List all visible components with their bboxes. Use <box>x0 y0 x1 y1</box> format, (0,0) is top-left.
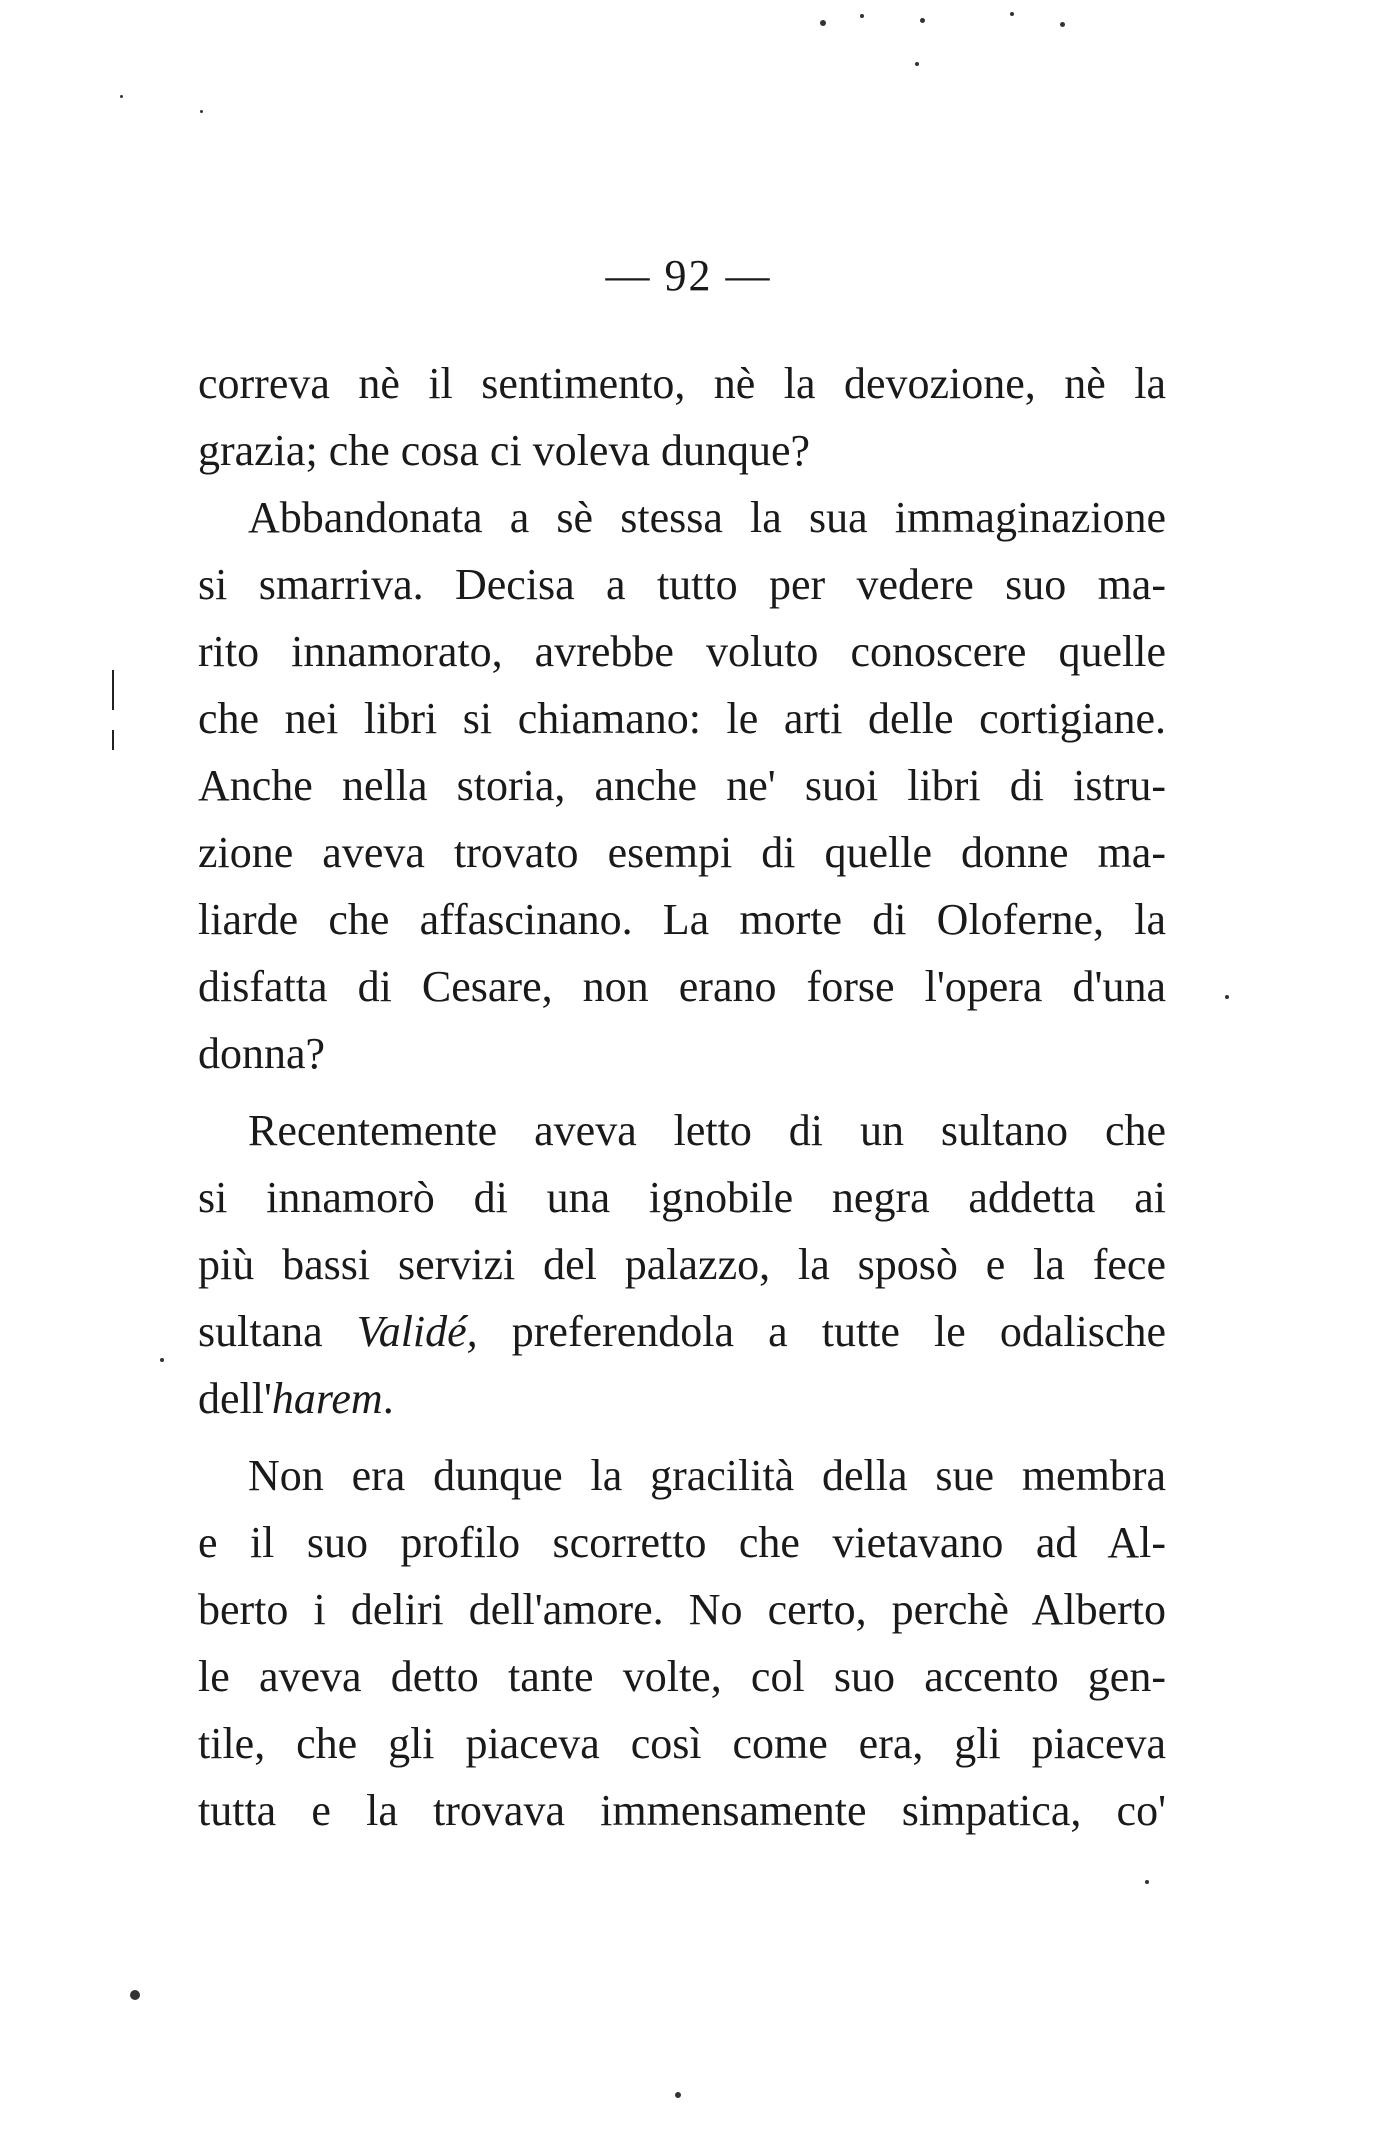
text-line: le aveva detto tante volte, col suo accento gen- <box>198 1652 1166 1701</box>
text-line <box>198 1365 1166 1432</box>
scan-speck <box>1225 995 1229 999</box>
text-segment: preferendola a tutte le odalische <box>477 1307 1166 1356</box>
scan-speck <box>860 14 864 18</box>
text-line <box>198 1298 1166 1365</box>
scan-speck <box>130 1990 140 2000</box>
scan-speck <box>915 62 919 66</box>
text-line: grazia; che cosa ci voleva dunque? <box>198 426 811 475</box>
scan-speck <box>820 20 826 26</box>
text-line: Abbandonata a sè stessa la sua immaginazione <box>248 493 1166 542</box>
text-line: più bassi servizi del palazzo, la sposò e la fece <box>198 1240 1166 1289</box>
scan-speck <box>160 1358 164 1362</box>
scan-speck <box>920 18 925 23</box>
italic-term: Validé, <box>356 1307 478 1356</box>
scan-speck <box>1060 22 1065 27</box>
text-line: disfatta di Cesare, non erano forse l'opera d'una <box>198 962 1166 1011</box>
page-number: — 92 — <box>605 251 772 300</box>
text-line: tile, che gli piaceva così come era, gli piaceva <box>198 1719 1166 1768</box>
scan-speck <box>1145 1880 1149 1884</box>
text-line: correva nè il sentimento, nè la devozione, nè la <box>198 359 1166 408</box>
text-segment: dell' <box>198 1374 272 1423</box>
text-line: rito innamorato, avrebbe voluto conoscere quelle <box>198 627 1166 676</box>
text-line: si innamorò di una ignobile negra addetta ai <box>198 1173 1166 1222</box>
text-line: Recentemente aveva letto di un sultano che <box>248 1106 1166 1155</box>
text-line: e il suo profilo scorretto che vietavano ad Al- <box>198 1518 1166 1567</box>
italic-term: harem <box>271 1374 383 1423</box>
margin-mark <box>112 730 114 750</box>
scan-speck <box>120 95 123 98</box>
text-segment: sultana <box>198 1307 357 1356</box>
scan-speck <box>675 2092 681 2098</box>
text-line: Non era dunque la gracilità della sue membra <box>248 1451 1166 1500</box>
text-line: che nei libri si chiamano: le arti delle cortigiane. <box>198 694 1166 743</box>
text-line: tutta e la trovava immensamente simpatica, co' <box>198 1786 1166 1835</box>
margin-mark <box>112 670 114 710</box>
text-line: Anche nella storia, anche ne' suoi libri di istru- <box>198 761 1166 810</box>
text-segment: . <box>382 1374 394 1423</box>
text-line: donna? <box>198 1029 326 1078</box>
text-line: si smarriva. Decisa a tutto per vedere suo ma- <box>198 560 1166 609</box>
scan-speck <box>200 110 203 113</box>
text-line: liarde che affascinano. La morte di Oloferne, la <box>198 895 1166 944</box>
text-line: zione aveva trovato esempi di quelle donne ma- <box>198 828 1166 877</box>
text-line: berto i deliri dell'amore. No certo, perchè Alberto <box>198 1585 1166 1634</box>
scan-speck <box>1010 12 1014 16</box>
body-text <box>198 350 1166 1844</box>
